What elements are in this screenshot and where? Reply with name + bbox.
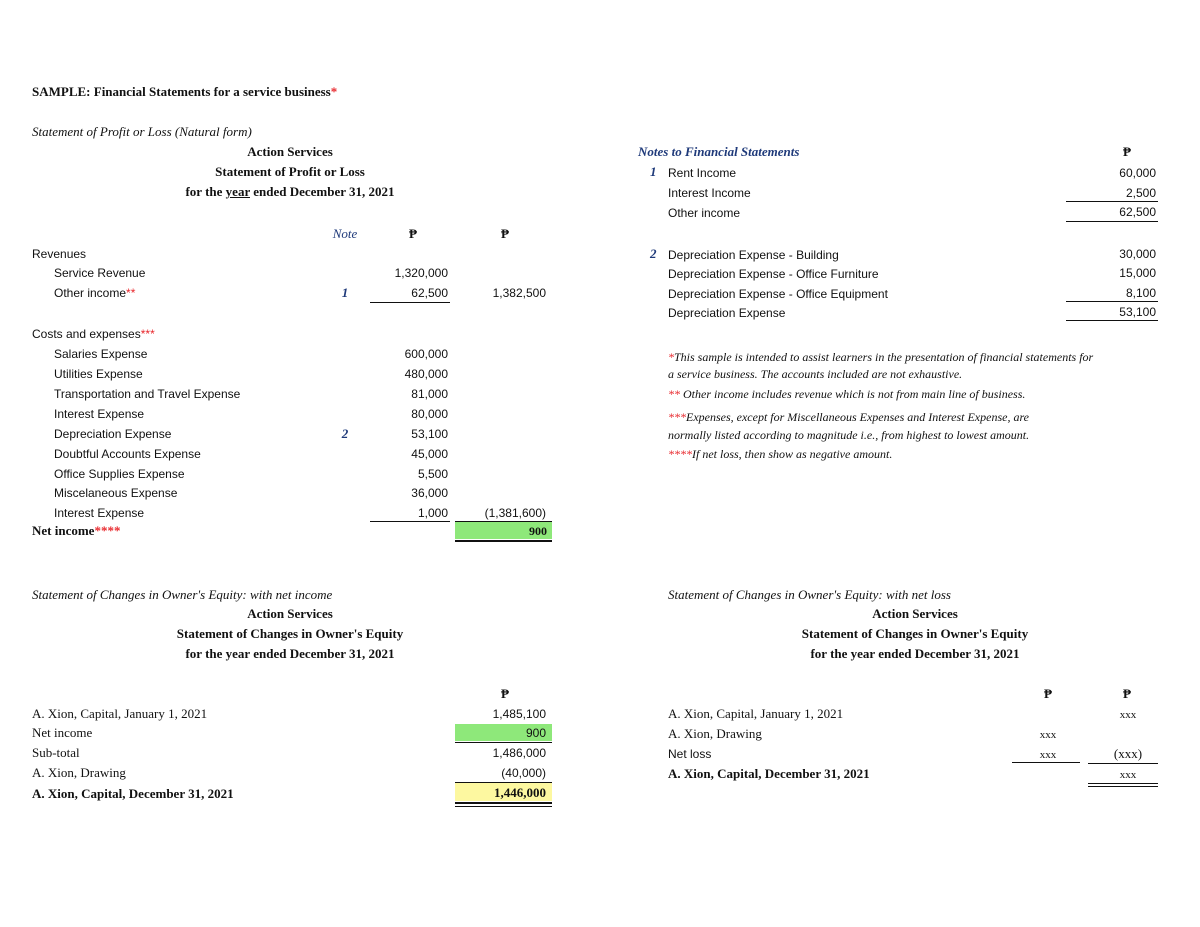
expense-note: 2 [341, 426, 349, 441]
expense-label: Transportation and Travel Expense [54, 387, 241, 401]
footnote-1-line-2: a service business. The accounts included are not exhaustive. [668, 367, 963, 381]
note-2-amount: 8,100 [1125, 286, 1156, 300]
equity-final-double-rule-1 [455, 802, 552, 804]
note-2-label: Depreciation Expense [668, 306, 786, 320]
expense-amount: 1,000 [417, 506, 448, 520]
revenue-note: 1 [341, 285, 349, 300]
equity-loss-label: A. Xion, Drawing [668, 726, 762, 741]
note-2-amount: 30,000 [1119, 247, 1156, 261]
equity-label: Sub-total [32, 745, 80, 760]
net-income-double-rule [455, 540, 552, 542]
footnote-3-marker: *** [668, 410, 686, 424]
expense-amount: 45,000 [411, 447, 448, 461]
revenue-total: 1,382,500 [492, 286, 546, 300]
expense-amount: 81,000 [411, 387, 448, 401]
expense-amount: 600,000 [404, 347, 448, 361]
equity-label: Net income [32, 725, 93, 740]
notes-peso-header: ₱ [1123, 144, 1131, 159]
expense-label: Utilities Expense [54, 367, 143, 381]
footnote-2-text: Other income includes revenue which is not from main line of business. [683, 387, 1026, 401]
equity-loss-final-rule-2 [1088, 786, 1158, 787]
footnote-1-marker: * [668, 350, 674, 364]
note-2-total-rule [1066, 320, 1158, 321]
equity-amount: 1,486,000 [492, 746, 546, 760]
footnote-3-line-2: normally listed according to magnitude i.e., from highest to lowest amount. [668, 428, 1030, 442]
pl-period-pre: for the [185, 184, 226, 199]
note-1-label: Interest Income [668, 186, 751, 200]
revenue-label [54, 285, 135, 301]
title-marker: * [330, 84, 338, 99]
note-1-number: 1 [650, 164, 657, 179]
equity-loss-col2-rule [1088, 763, 1158, 764]
equity-income-caption: Statement of Changes in Owner's Equity: with net income [32, 587, 333, 602]
revenue-label: Service Revenue [54, 266, 146, 280]
pl-statement-name: Statement of Profit or Loss [215, 164, 365, 179]
note-1-rule [1066, 201, 1158, 202]
expense-amount: 480,000 [404, 367, 448, 381]
costs-label-text: Costs and expenses [32, 327, 141, 341]
equity-loss-final-rule-1 [1088, 783, 1158, 784]
expense-amount: 80,000 [411, 407, 448, 421]
equity-label: A. Xion, Drawing [32, 765, 126, 780]
equity-loss-col1: xxx [1039, 749, 1057, 761]
equity-loss-col2: xxx [1119, 709, 1137, 721]
equity-final-double-rule-2 [455, 806, 552, 807]
footnote-3 [668, 409, 1029, 425]
net-income-top-rule [455, 521, 552, 522]
note-2-number: 2 [650, 246, 657, 261]
equity-loss-final-label: A. Xion, Capital, December 31, 2021 [668, 766, 870, 781]
revenue-amount: 62,500 [411, 286, 448, 300]
expense-label: Miscelaneous Expense [54, 486, 178, 500]
equity-loss-label: A. Xion, Capital, January 1, 2021 [668, 706, 844, 721]
revenue-amount: 1,320,000 [394, 266, 448, 280]
revenue-subtotal-rule [370, 302, 450, 303]
note-2-amount: 15,000 [1119, 266, 1156, 280]
costs-label [32, 326, 155, 342]
note-1-amount: 60,000 [1119, 166, 1156, 180]
costs-marker: *** [140, 327, 155, 341]
expense-label: Interest Expense [54, 506, 145, 520]
equity-final-amount: 1,446,000 [494, 785, 546, 800]
note-1-amount: 2,500 [1125, 186, 1156, 200]
footnote-1-line-1: This sample is intended to assist learners in the presentation of financial statements for [674, 350, 1094, 364]
equity-income-peso-header: ₱ [501, 686, 509, 701]
equity-amount: (40,000) [501, 766, 546, 780]
footnote-4-text: If net loss, then show as negative amount. [692, 447, 893, 461]
equity-loss-caption: Statement of Changes in Owner's Equity: with net loss [668, 587, 951, 602]
pl-period-post: ended December 31, 2021 [249, 184, 395, 199]
note-1-label: Rent Income [668, 166, 737, 180]
equity-income-company: Action Services [247, 606, 333, 621]
footnote-4-marker: **** [668, 447, 692, 461]
note-2-label: Depreciation Expense - Office Equipment [668, 287, 888, 301]
note-column-header: Note [332, 226, 358, 241]
footnote-3-line-1: Expenses, except for Miscellaneous Expenses and Interest Expense, are [686, 410, 1029, 424]
expense-label: Interest Expense [54, 407, 145, 421]
net-income-label [32, 523, 120, 539]
title-text: SAMPLE: Financial Statements for a service business [32, 84, 331, 99]
revenue-marker: ** [126, 286, 136, 300]
equity-final-label: A. Xion, Capital, December 31, 2021 [32, 786, 234, 801]
expense-subtotal-rule [370, 521, 450, 522]
notes-title: Notes to Financial Statements [638, 144, 800, 159]
equity-income-period: for the year ended December 31, 2021 [185, 646, 395, 661]
expense-label: Salaries Expense [54, 347, 148, 361]
equity-loss-period: for the year ended December 31, 2021 [810, 646, 1020, 661]
equity-loss-name: Statement of Changes in Owner's Equity [801, 626, 1029, 641]
equity-loss-col1: xxx [1039, 729, 1057, 741]
pl-period-year: year [225, 184, 250, 199]
expense-amount: 36,000 [411, 486, 448, 500]
expense-label: Doubtful Accounts Expense [54, 447, 201, 461]
note-2-label: Depreciation Expense - Building [668, 248, 839, 262]
equity-loss-col1-rule [1012, 762, 1080, 763]
note-1-total-rule [1066, 221, 1158, 222]
net-income-label-text: Net income [32, 523, 95, 538]
peso-header-1: ₱ [409, 226, 417, 241]
equity-loss-company: Action Services [872, 606, 958, 621]
equity-income-name: Statement of Changes in Owner's Equity [176, 626, 404, 641]
pl-company: Action Services [247, 144, 333, 159]
expenses-total: (1,381,600) [484, 506, 546, 520]
note-2-rule [1066, 301, 1158, 302]
net-income-amount: 900 [529, 524, 547, 538]
revenue-label-text: Other income [54, 286, 127, 300]
document-title [32, 84, 337, 100]
expense-amount: 5,500 [417, 467, 448, 481]
note-2-total: 53,100 [1119, 305, 1156, 319]
equity-loss-col2: (xxx) [1113, 746, 1143, 761]
net-income-marker: **** [94, 523, 121, 538]
equity-loss-peso-header-1: ₱ [1044, 686, 1052, 701]
expense-label: Office Supplies Expense [54, 467, 185, 481]
pl-caption: Statement of Profit or Loss (Natural form) [32, 124, 252, 139]
footnote-4 [668, 446, 892, 462]
expense-label: Depreciation Expense [54, 427, 172, 441]
footnote-1 [668, 349, 1093, 365]
equity-amount: 1,485,100 [492, 707, 546, 721]
equity-loss-label: Net loss [668, 747, 712, 761]
note-2-label: Depreciation Expense - Office Furniture [668, 267, 879, 281]
note-1-total: 62,500 [1119, 205, 1156, 219]
note-1-label: Other income [668, 206, 741, 220]
equity-label: A. Xion, Capital, January 1, 2021 [32, 706, 208, 721]
equity-subtotal-rule [455, 742, 552, 743]
pl-period [130, 184, 450, 200]
equity-loss-peso-header-2: ₱ [1123, 686, 1131, 701]
equity-amount: 900 [525, 726, 546, 740]
footnote-2-marker: ** [668, 387, 680, 401]
footnote-2 [668, 386, 1025, 402]
expense-amount: 53,100 [411, 427, 448, 441]
revenues-label: Revenues [32, 247, 87, 261]
equity-loss-final-amount: xxx [1119, 769, 1137, 781]
peso-header-2: ₱ [501, 226, 509, 241]
